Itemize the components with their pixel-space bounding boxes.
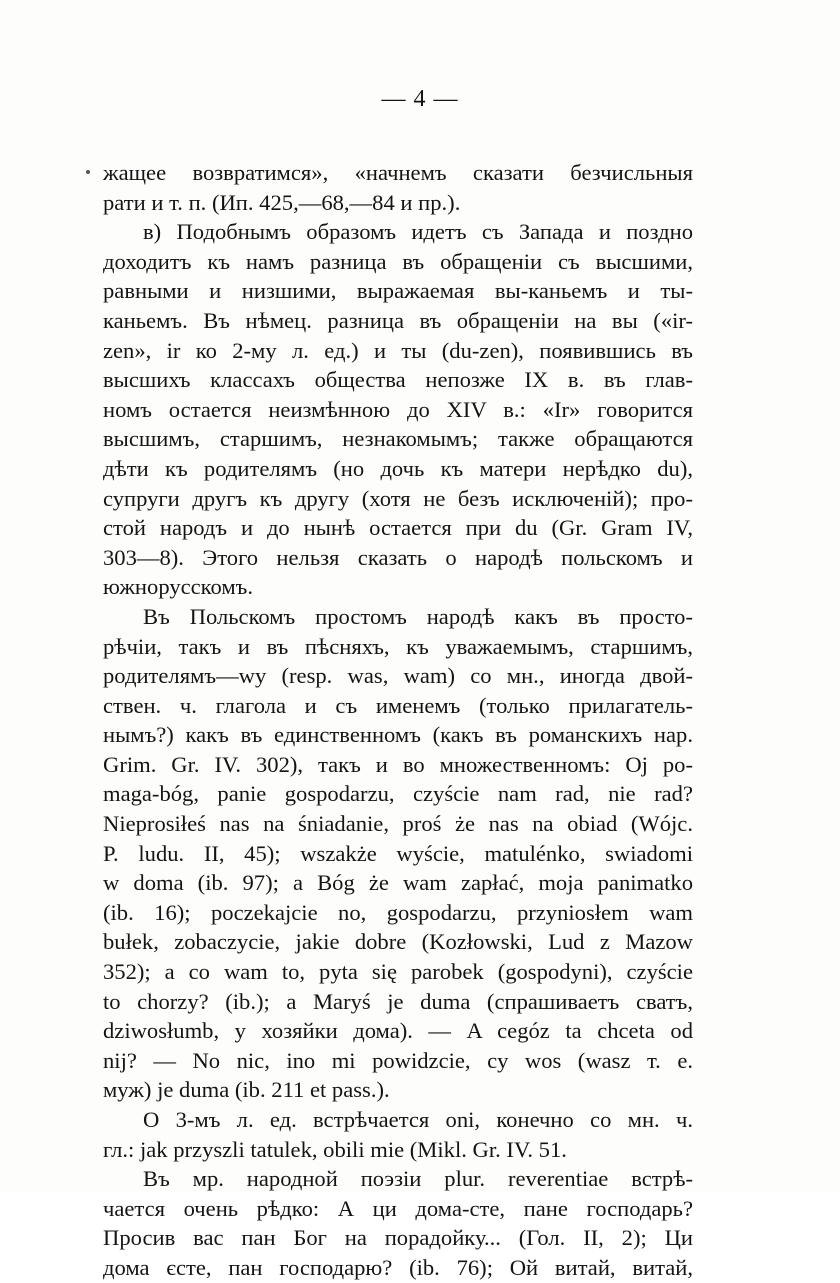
text-line: дома єсте, пан господарю? (ib. 76); Ой витай, витай, xyxy=(103,1254,693,1280)
text-line: нымъ?) какъ въ единственномъ (какъ въ романскихъ нар. xyxy=(103,722,693,748)
text-line: P. ludu. II, 45); wszakże wyście, matulénko, swiadomi xyxy=(103,840,693,866)
text-line: стой народъ и до нынѣ остается при du (Gr. Gram IV, xyxy=(103,515,693,541)
text-line: w doma (ib. 97); a Bóg że wam zapłać, moja panimatko xyxy=(103,870,693,896)
body-text xyxy=(103,158,693,1283)
text-line: гл.: jak przyszli tatulek, obili mie (Mikl. Gr. IV. 51. xyxy=(103,1136,567,1162)
text-line: номъ остается неизмѣнною до XIV в.: «Ir» говорится xyxy=(103,396,693,422)
text-line: родителямъ—wy (resp. was, wam) со мн., иногда двой- xyxy=(103,663,693,689)
text-line: Grim. Gr. IV. 302), такъ и во множественномъ: Oj po- xyxy=(103,751,693,777)
text-line: nij? — No nic, ino mi powidzcie, cy wos (wasz т. е. xyxy=(103,1047,693,1073)
text-line: Въ Польскомъ простомъ народѣ какъ въ просто- xyxy=(143,603,693,629)
text-line: maga-bóg, panie gospodarzu, czyście nam rad, nie rad? xyxy=(103,781,693,807)
text-line: (ib. 16); poczekajcie no, gospodarzu, przyniosłem wam xyxy=(103,899,693,925)
text-line: южнорусскомъ. xyxy=(103,574,253,600)
text-line: О 3-мъ л. ед. встрѣчается oni, конечно со мн. ч. xyxy=(143,1107,693,1132)
text-line: bułek, zobaczycie, jakie dobre (Kozłowski, Lud z Mazow xyxy=(103,929,693,955)
page-number: — 4 — xyxy=(381,86,459,112)
text-line: Въ мр. народной поэзіи plur. reverentiae встрѣ- xyxy=(143,1166,693,1192)
text-line: ствен. ч. глагола и съ именемъ (только прилагатель- xyxy=(103,692,693,718)
text-line: доходитъ къ намъ разница въ обращеніи съ высшими, xyxy=(103,248,693,274)
text-line: высшихъ классахъ общества непозже IX в. въ глав- xyxy=(103,367,693,393)
text-line: 352); a co wam to, pyta się parobek (gospodyni), czyście xyxy=(103,959,693,985)
text-line: Просив вас пан Бог на порадойку... (Гол. II, 2); Ци xyxy=(103,1225,693,1251)
text-line: дѣти къ родителямъ (но дочь къ матери нерѣдко du), xyxy=(103,455,693,481)
text-line: муж) je duma (ib. 211 et pass.). xyxy=(103,1077,390,1103)
text-line: dziwosłumb, у хозяйки дома). — A cegóz ta chceta od xyxy=(103,1018,693,1044)
text-line: каньемъ. Въ нѣмец. разница въ обращеніи на вы («ir- xyxy=(103,307,693,333)
text-line: 303—8). Этого нельзя сказать о народѣ польскомъ и xyxy=(103,544,693,570)
text-line: равными и низшими, выражаемая вы-каньемъ и ты- xyxy=(103,278,693,304)
text-line: высшимъ, старшимъ, незнакомымъ; также обращаются xyxy=(103,426,693,452)
text-line: рѣчіи, такъ и въ пѣсняхъ, къ уважаемымъ, старшимъ, xyxy=(103,633,693,659)
margin-dot xyxy=(86,170,90,174)
text-line: супруги другъ къ другу (хотя не безъ исключеній); про- xyxy=(103,485,693,511)
text-line: Nieprosiłeś nas na śniadanie, proś że nas na obiad (Wójc. xyxy=(103,811,693,837)
text-line: жащее возвратимся», «начнемъ сказати безчисльныя xyxy=(103,160,693,185)
text-line: zen», ir ко 2-му л. ед.) и ты (du-zen), появившись въ xyxy=(103,337,693,363)
text-line: чается очень рѣдко: А ци дома-сте, пане господарь? xyxy=(103,1195,693,1221)
text-line: в) Подобнымъ образомъ идетъ съ Запада и поздно xyxy=(143,219,693,245)
text-line: рати и т. п. (Ип. 425,—68,—84 и пр.). xyxy=(103,189,461,215)
text-line: to chorzy? (ib.); a Maryś je duma (спрашиваетъ сватъ, xyxy=(103,988,693,1014)
